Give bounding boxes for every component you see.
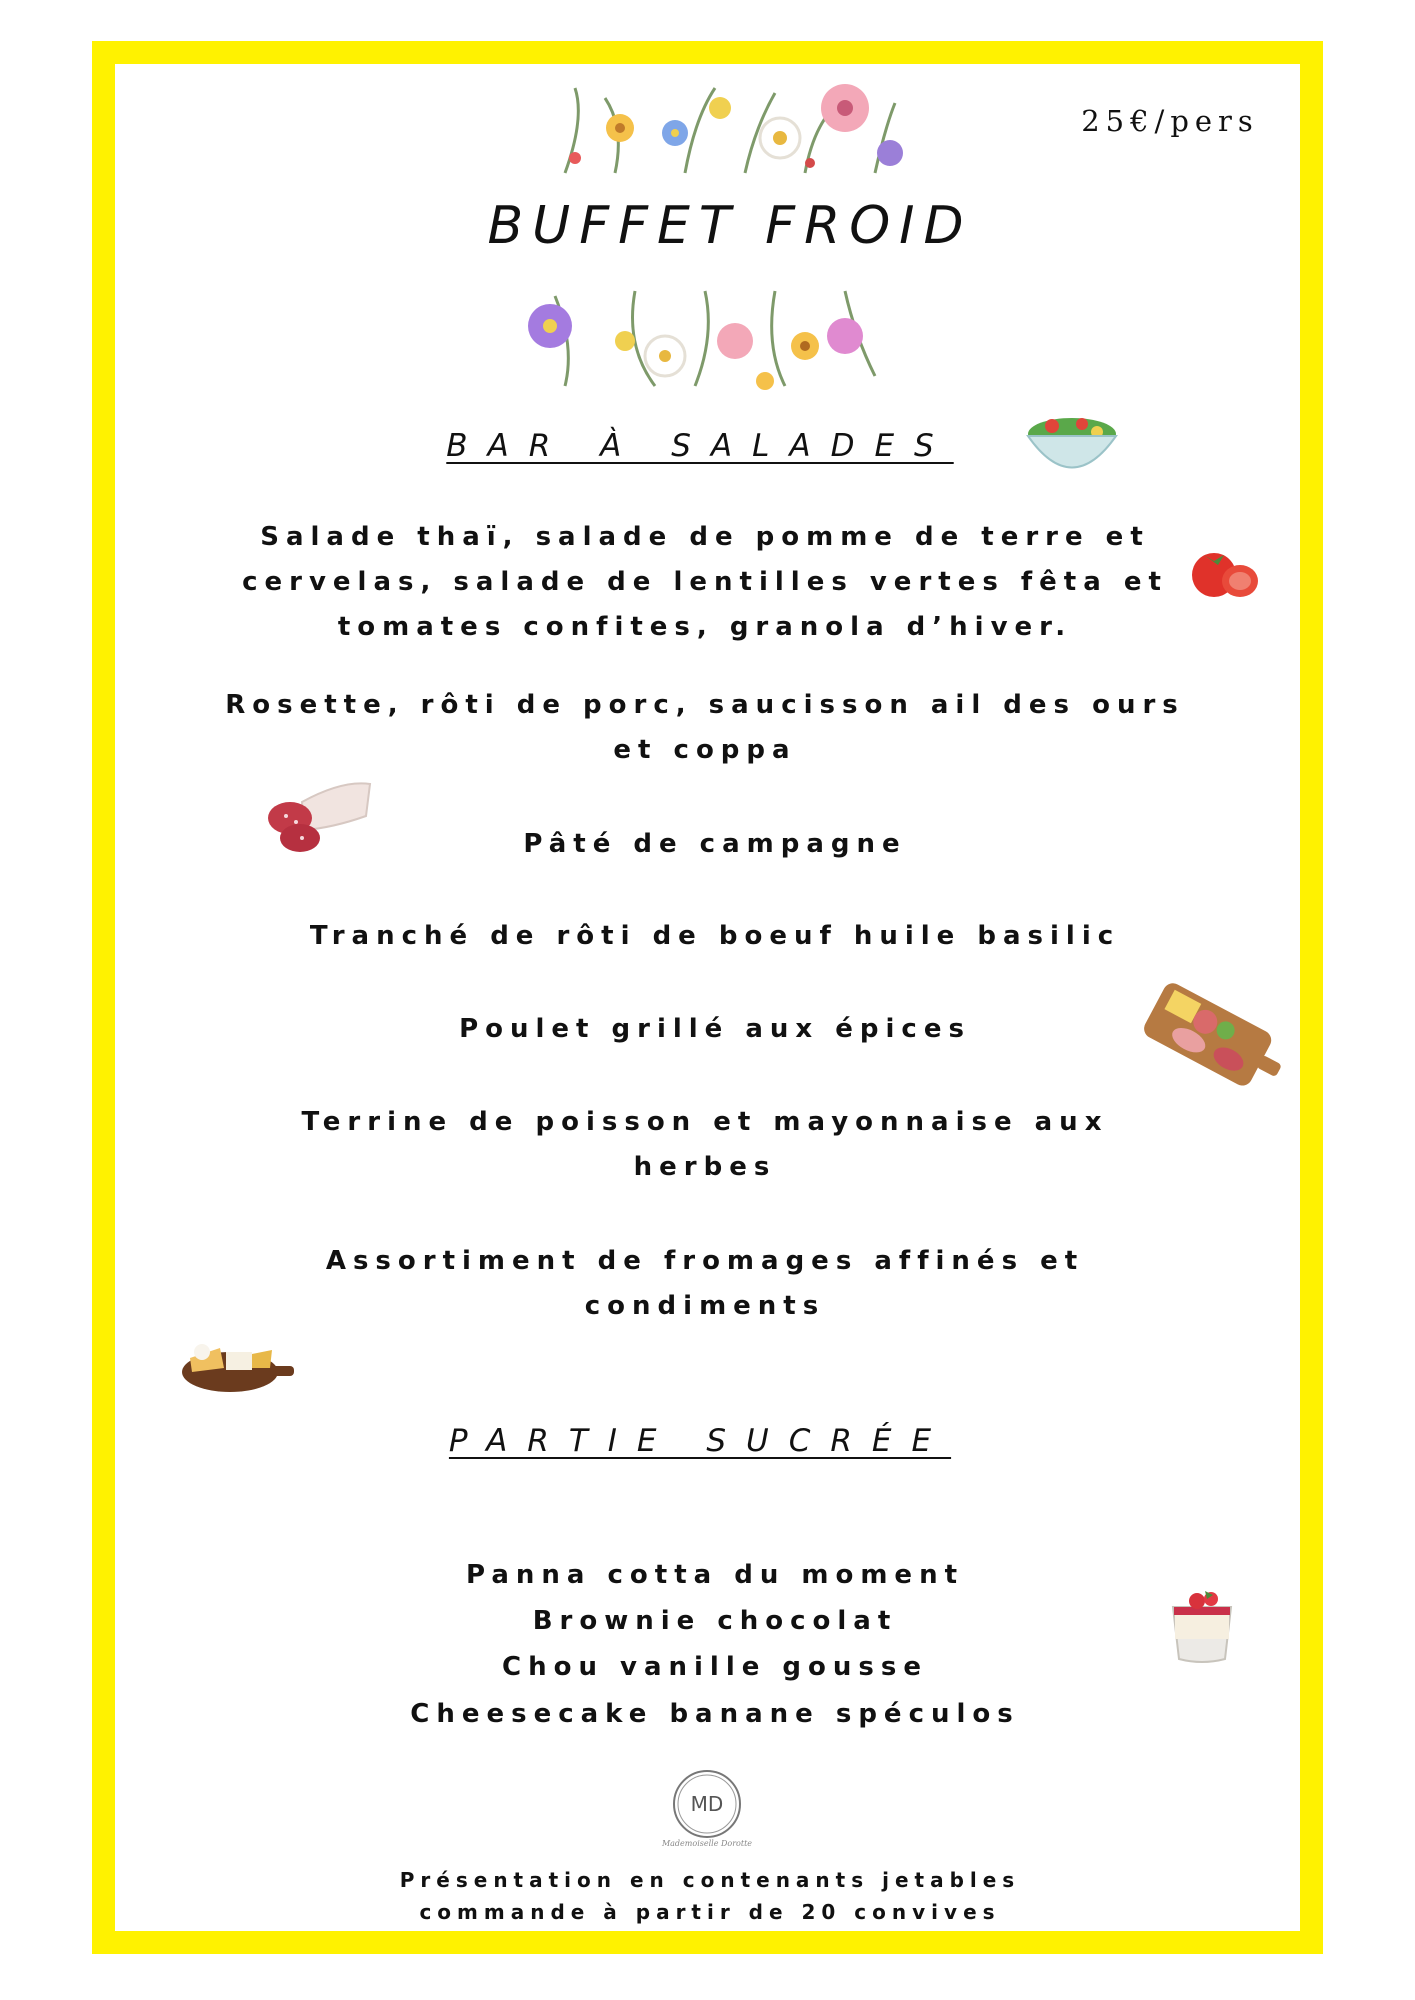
md-logo-icon — [668, 1765, 746, 1843]
sucree-item-2: Brownie chocolat — [532, 1606, 898, 1636]
sucree-item-1: Panna cotta du moment — [465, 1560, 965, 1590]
sucree-item-3: Chou vanille gousse — [501, 1652, 928, 1682]
menu-title: BUFFET FROID — [487, 196, 973, 256]
salades-item-2: Rosette, rôti de porc, saucisson ail des ours et coppa — [225, 690, 1185, 765]
sucree-item-4: Cheesecake banane spéculos — [410, 1699, 1020, 1729]
salades-item-7: Assortiment de fromages affinés et condiments — [325, 1246, 1085, 1321]
salades-item-3: Pâté de campagne — [523, 829, 907, 859]
salades-item-4: Tranché de rôti de boeuf huile basilic — [309, 921, 1121, 951]
section-heading-salades: BAR À SALADES — [446, 428, 954, 464]
section-heading-sucree: PARTIE SUCRÉE — [448, 1423, 952, 1459]
price-label: 25€/pers — [1081, 104, 1259, 138]
cheese-board-icon — [180, 1328, 295, 1398]
md-logo-initials: MD — [690, 1792, 724, 1816]
flower-garland-top-icon — [545, 78, 915, 178]
tomato-icon — [1188, 545, 1260, 603]
salades-item-6: Terrine de poisson et mayonnaise aux herbes — [301, 1107, 1109, 1182]
charcuterie-board-icon — [1140, 975, 1290, 1100]
footer-line-1: Présentation en contenants jetables — [399, 1868, 1021, 1892]
salades-item-5: Poulet grillé aux épices — [459, 1014, 971, 1044]
salades-item-1: Salade thaï, salade de pomme de terre et cervelas, salade de lentilles vertes fêta et tomates confites, granola d’hiver. — [242, 522, 1168, 642]
footer-line-2: commande à partir de 20 convives — [419, 1900, 1001, 1924]
salad-bowl-icon — [1022, 404, 1122, 484]
logo-caption: Mademoiselle Dorotte — [661, 1839, 753, 1848]
panna-cotta-icon — [1165, 1585, 1240, 1665]
flower-garland-bottom-icon — [515, 286, 905, 391]
